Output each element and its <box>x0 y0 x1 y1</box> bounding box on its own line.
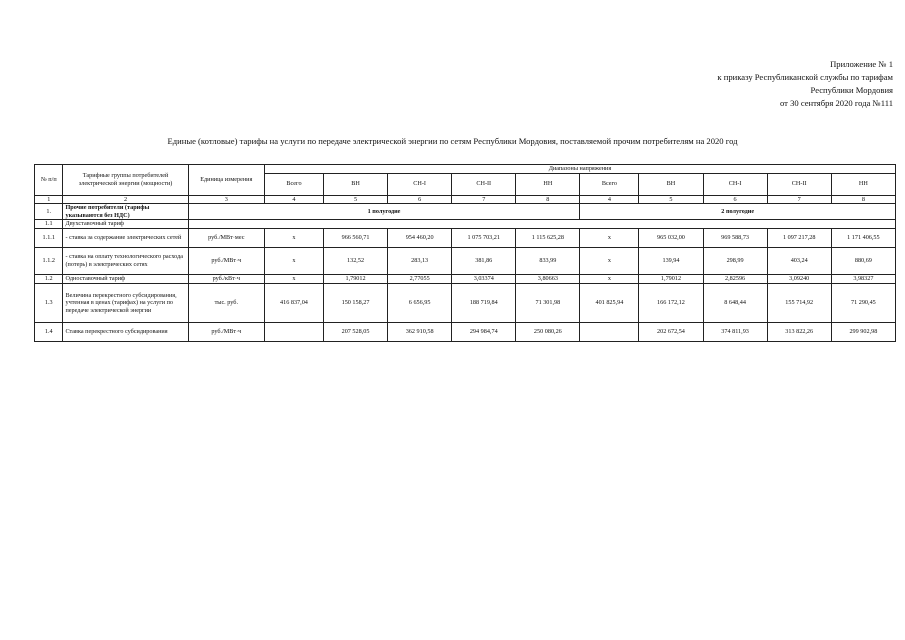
cell-value: 1 171 406,55 <box>831 228 895 247</box>
cell-value: 207 528,05 <box>323 322 387 341</box>
cell-value: 3,09240 <box>767 274 831 283</box>
row-unit: руб./МВт·ч <box>188 322 264 341</box>
cell-value: 2,77055 <box>388 274 452 283</box>
table-row <box>35 322 896 341</box>
row-name: Одноставочный тариф <box>63 274 188 283</box>
voltage-level: Всего <box>580 173 639 195</box>
section-num: 1. <box>35 204 63 220</box>
cell-value: x <box>580 247 639 274</box>
cell-value: 283,13 <box>388 247 452 274</box>
row-name: - ставка за содержание электрических сетей <box>63 228 188 247</box>
row-unit: тыс. руб. <box>188 283 264 322</box>
header-groups: Тарифные группы потребителей электрической энергии (мощности) <box>63 165 188 196</box>
row-unit: руб./МВт·мес <box>188 228 264 247</box>
voltage-level: Всего <box>264 173 323 195</box>
cell-value: 880,69 <box>831 247 895 274</box>
cell-value: 403,24 <box>767 247 831 274</box>
row-name: Ставка перекрестного субсидирования <box>63 322 188 341</box>
col-number: 5 <box>323 195 387 204</box>
cell-value: 416 837,04 <box>264 283 323 322</box>
row-name: Величина перекрестного субсидирования, учтенная в ценах (тарифах) на услуги по передаче электрической энергии <box>63 283 188 322</box>
header-row-1 <box>35 165 896 174</box>
cell-value: 139,94 <box>639 247 703 274</box>
cell-value: x <box>580 228 639 247</box>
cell-value: 8 648,44 <box>703 283 767 322</box>
col-number: 5 <box>639 195 703 204</box>
cell-value <box>264 322 323 341</box>
col-number: 2 <box>63 195 188 204</box>
table-row <box>35 283 896 322</box>
cell-value: 374 811,93 <box>703 322 767 341</box>
cell-value: 1,79012 <box>639 274 703 283</box>
cell-value: 250 080,26 <box>516 322 580 341</box>
cell-value: 1,79012 <box>323 274 387 283</box>
cell-value: x <box>264 228 323 247</box>
voltage-level: НН <box>516 173 580 195</box>
voltage-level: СН-I <box>388 173 452 195</box>
row-name: Двухставочный тариф <box>63 220 188 229</box>
cell-value: 401 825,94 <box>580 283 639 322</box>
voltage-level: СН-II <box>452 173 516 195</box>
cell-value: x <box>264 247 323 274</box>
cell-value: 381,86 <box>452 247 516 274</box>
cell-value: 150 158,27 <box>323 283 387 322</box>
col-number: 8 <box>516 195 580 204</box>
cell-value: 1 075 703,21 <box>452 228 516 247</box>
table-row <box>35 228 896 247</box>
col-number: 1 <box>35 195 63 204</box>
row-name: - ставка на оплату технологического расхода (потерь) в электрических сетях <box>63 247 188 274</box>
cell-value: x <box>264 274 323 283</box>
cell-value: 833,99 <box>516 247 580 274</box>
col-number: 4 <box>580 195 639 204</box>
section-name: Прочие потребители (тарифы указываются без НДС) <box>63 204 188 220</box>
cell-value: 71 301,98 <box>516 283 580 322</box>
appendix-line-3: Республики Мордовия <box>810 85 893 95</box>
table-row <box>35 247 896 274</box>
row-unit: руб./кВт·ч <box>188 274 264 283</box>
document-title: Единые (котловые) тарифы на услуги по передаче электрической энергии по сетям Республики Мордовия, поставляемой прочим потребителям на 2020 год <box>167 136 738 146</box>
cell-value: 3,80663 <box>516 274 580 283</box>
appendix-line-2: к приказу Республиканской службы по тарифам <box>717 72 893 82</box>
col-number: 4 <box>264 195 323 204</box>
col-number: 8 <box>831 195 895 204</box>
col-number: 7 <box>767 195 831 204</box>
cell-value: 1 115 625,28 <box>516 228 580 247</box>
cell-value: x <box>580 274 639 283</box>
col-number: 6 <box>703 195 767 204</box>
row-num: 1.1.1 <box>35 228 63 247</box>
cell-value: 202 672,54 <box>639 322 703 341</box>
cell-value: 969 588,73 <box>703 228 767 247</box>
col-number: 6 <box>388 195 452 204</box>
voltage-level: ВН <box>323 173 387 195</box>
cell-value: 298,99 <box>703 247 767 274</box>
row-num: 1.3 <box>35 283 63 322</box>
row-unit: руб./МВт·ч <box>188 247 264 274</box>
appendix-line-1: Приложение № 1 <box>830 59 893 69</box>
half-year-1-label: 1 полугодие <box>188 204 580 220</box>
row-num: 1.1.2 <box>35 247 63 274</box>
table-row <box>35 220 896 229</box>
col-number: 7 <box>452 195 516 204</box>
appendix-line-4: от 30 сентября 2020 года №111 <box>779 98 893 108</box>
row-num: 1.2 <box>35 274 63 283</box>
cell-value: 132,52 <box>323 247 387 274</box>
cell-value: 3,98327 <box>831 274 895 283</box>
cell-value: 188 719,84 <box>452 283 516 322</box>
voltage-level: НН <box>831 173 895 195</box>
cell-value: 362 910,58 <box>388 322 452 341</box>
cell-value: 1 097 217,28 <box>767 228 831 247</box>
cell-value: 155 714,92 <box>767 283 831 322</box>
row-num: 1.4 <box>35 322 63 341</box>
voltage-level: ВН <box>639 173 703 195</box>
header-num: № п/п <box>35 165 63 196</box>
cell-value: 954 460,20 <box>388 228 452 247</box>
cell-value: 313 822,26 <box>767 322 831 341</box>
row-empty <box>188 220 895 229</box>
header-unit: Единица измерения <box>188 165 264 196</box>
cell-value: 71 290,45 <box>831 283 895 322</box>
appendix-header <box>593 58 893 110</box>
cell-value: 966 560,71 <box>323 228 387 247</box>
header-ranges: Диапазоны напряжения <box>264 165 895 174</box>
cell-value: 299 902,98 <box>831 322 895 341</box>
half-year-2-label: 2 полугодие <box>580 204 896 220</box>
tariff-table <box>34 164 896 342</box>
voltage-level: СН-II <box>767 173 831 195</box>
cell-value: 2,82596 <box>703 274 767 283</box>
col-number: 3 <box>188 195 264 204</box>
row-num: 1.1 <box>35 220 63 229</box>
table-row <box>35 274 896 283</box>
column-numbers-row <box>35 195 896 204</box>
cell-value: 3,03374 <box>452 274 516 283</box>
cell-value: 6 656,95 <box>388 283 452 322</box>
cell-value <box>580 322 639 341</box>
cell-value: 965 032,00 <box>639 228 703 247</box>
section-row <box>35 204 896 220</box>
voltage-level: СН-I <box>703 173 767 195</box>
cell-value: 294 984,74 <box>452 322 516 341</box>
cell-value: 166 172,12 <box>639 283 703 322</box>
